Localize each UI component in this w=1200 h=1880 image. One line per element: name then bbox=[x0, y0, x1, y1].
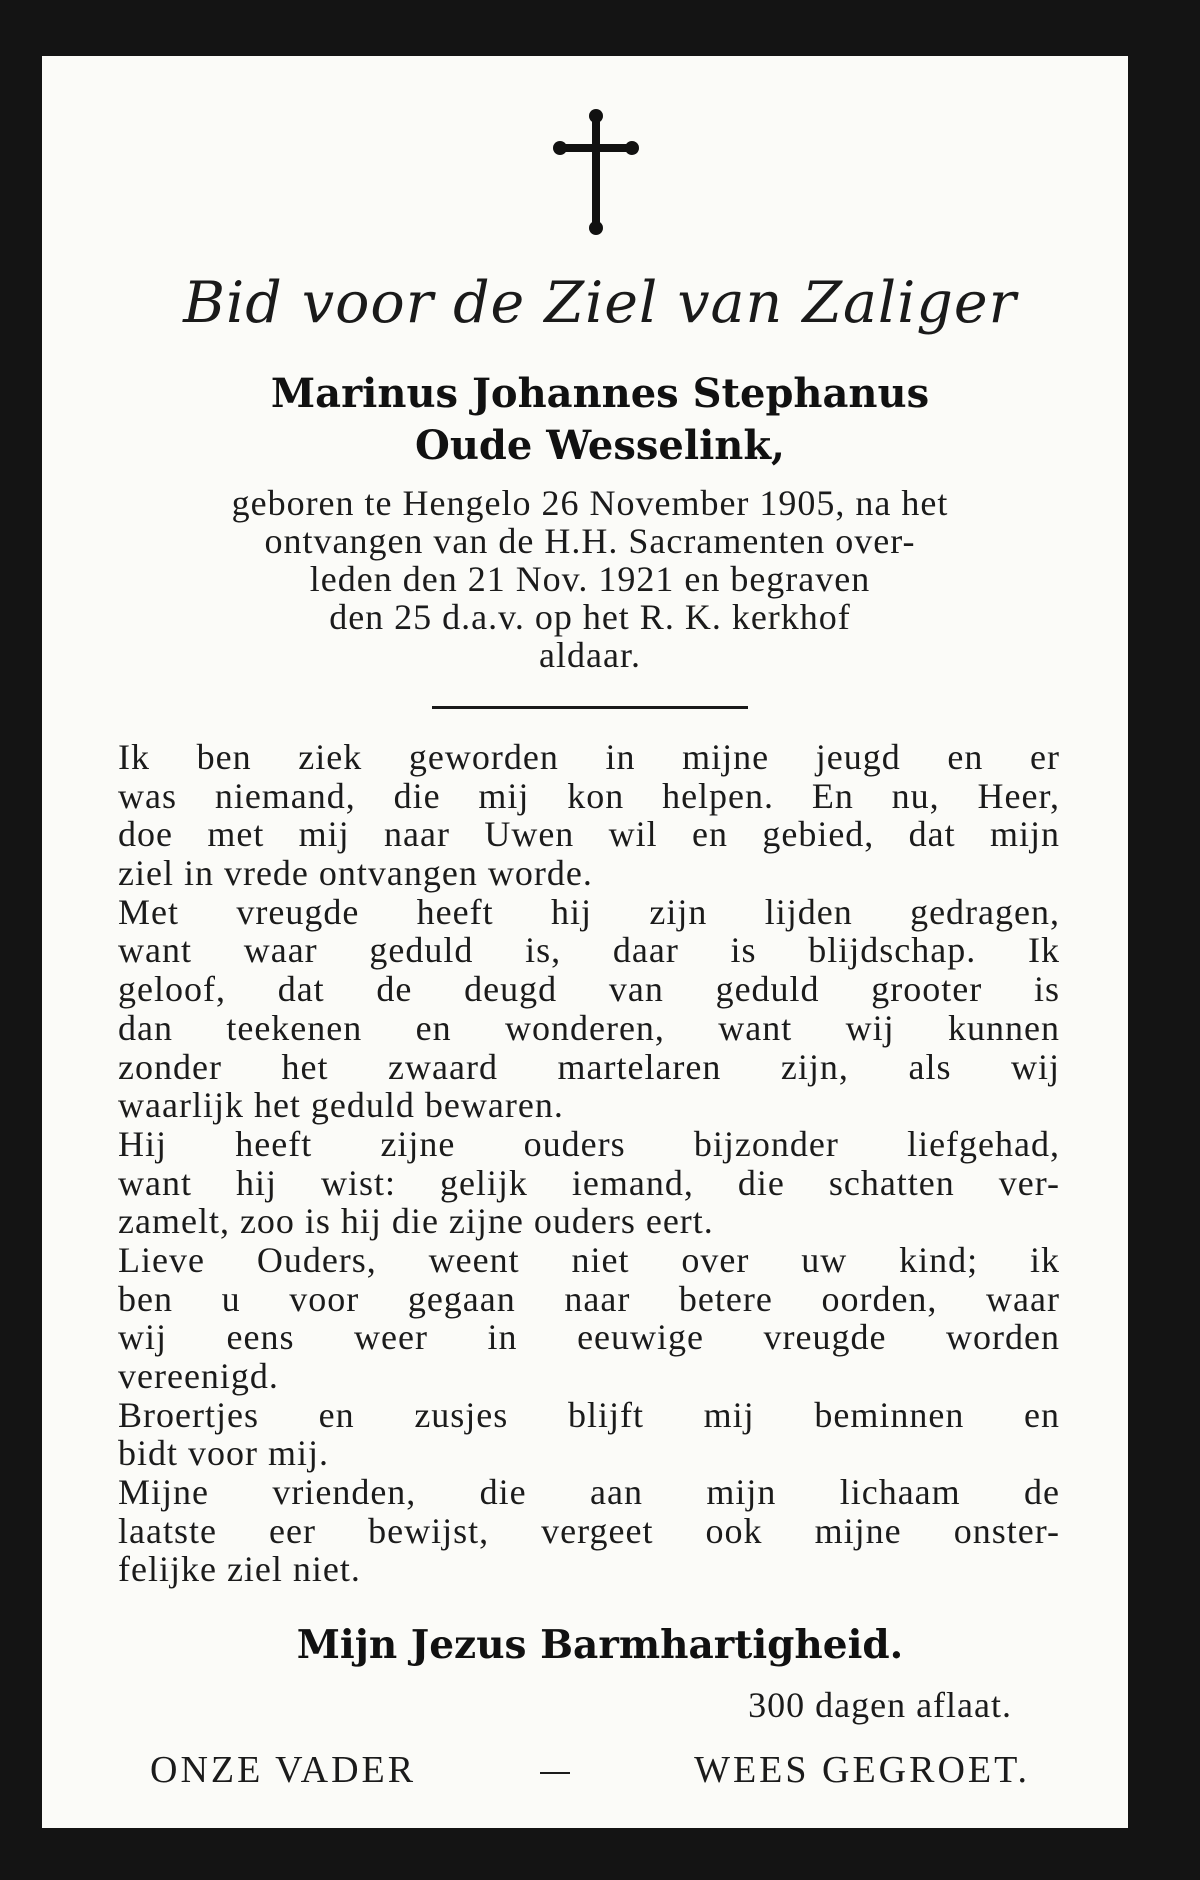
closing-right: WEES GEGROET. bbox=[694, 1749, 1030, 1791]
memorial-text-line: dan teekenen en wonderen, want wij kunnen bbox=[118, 1007, 1060, 1048]
biography-line: den 25 d.a.v. op het R. K. kerkhof bbox=[329, 597, 851, 637]
memorial-text-line: want waar geduld is, daar is blijdschap. Ik bbox=[118, 930, 1060, 971]
memorial-text bbox=[118, 738, 1060, 1589]
biography-line: ontvangen van de H.H. Sacramenten over- bbox=[264, 521, 916, 561]
memorial-text-line: Lieve Ouders, weent niet over uw kind; ik bbox=[118, 1239, 1060, 1280]
memorial-text-line: geloof, dat de deugd van geduld grooter is bbox=[118, 969, 1060, 1010]
biography-line: aldaar. bbox=[539, 635, 641, 675]
memorial-text-line: Broertjes en zusjes blijft mij beminnen en bbox=[118, 1394, 1060, 1435]
memorial-text-line: laatste eer bewijst, vergeet ook mijne onster- bbox=[118, 1510, 1060, 1551]
divider bbox=[432, 706, 748, 709]
memorial-text-line: Hij heeft zijne ouders bijzonder liefgehad, bbox=[118, 1123, 1060, 1164]
memorial-text-line: was niemand, die mij kon helpen. En nu, Heer, bbox=[118, 775, 1060, 816]
biography-line: geboren te Hengelo 26 November 1905, na het bbox=[231, 483, 949, 523]
memorial-text-line: doe met mij naar Uwen wil en gebied, dat mijn bbox=[118, 814, 1060, 855]
cross-icon bbox=[552, 106, 640, 238]
biography-line: leden den 21 Nov. 1921 en begraven bbox=[309, 559, 871, 599]
memorial-text-line: vereenigd. bbox=[118, 1356, 279, 1396]
memorial-text-line: wij eens weer in eeuwige vreugde worden bbox=[118, 1317, 1060, 1358]
memorial-text-line: Met vreugde heeft hij zijn lijden gedragen, bbox=[118, 891, 1060, 932]
memorial-text-line: Ik ben ziek geworden in mijne jeugd en er bbox=[118, 737, 1060, 777]
deceased-name-line-1: Marinus Johannes Stephanus bbox=[270, 370, 930, 417]
memorial-text-line: bidt voor mij. bbox=[118, 1433, 329, 1474]
memorial-text-line: ben u voor gegaan naar betere oorden, waar bbox=[118, 1278, 1060, 1319]
memorial-text-line: zonder het zwaard martelaren zijn, als wij bbox=[118, 1046, 1060, 1087]
memorial-text-line: ziel in vrede ontvangen worde. bbox=[118, 853, 593, 894]
biography bbox=[110, 484, 1070, 674]
memorial-text-line: Mijne vrienden, die aan mijn lichaam de bbox=[118, 1472, 1060, 1513]
memorial-text-line: waarlijk het geduld bewaren. bbox=[118, 1085, 564, 1126]
card-title: Bid voor de Ziel van Zaliger bbox=[183, 270, 1017, 336]
closing-prayers bbox=[150, 1748, 1030, 1792]
memorial-text-line: want hij wist: gelijk iemand, die schatten ver- bbox=[118, 1162, 1060, 1203]
closing-prayer: Mijn Jezus Barmhartigheid. bbox=[296, 1622, 904, 1668]
memorial-text-line: zamelt, zoo is hij die zijne ouders eert. bbox=[118, 1201, 714, 1242]
closing-left: ONZE VADER bbox=[150, 1749, 417, 1791]
indulgence-note: 300 dagen aflaat. bbox=[748, 1685, 1012, 1725]
closing-separator bbox=[540, 1772, 570, 1774]
deceased-name-line-2: Oude Wesselink, bbox=[415, 422, 785, 469]
memorial-text-line: felijke ziel niet. bbox=[118, 1549, 361, 1590]
